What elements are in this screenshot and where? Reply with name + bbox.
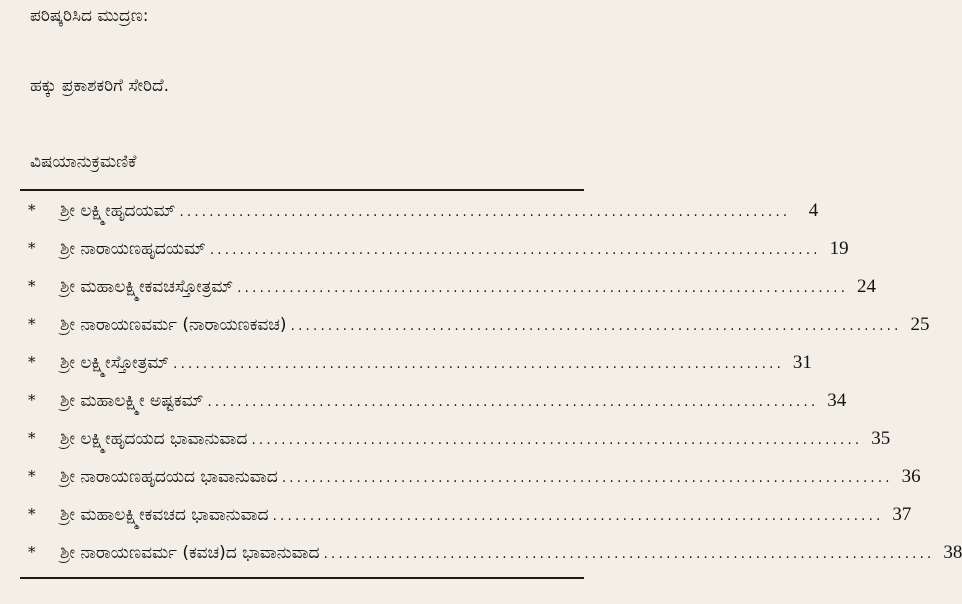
toc-entry	[0, 238, 849, 272]
toc-entry-title: ಶ್ರೀ ಲಕ್ಷ್ಮೀಹೃದಯದ ಭಾವಾನುವಾದ	[60, 429, 248, 449]
dot-leader: ..................................................................................	[237, 280, 849, 296]
toc-entry	[0, 504, 912, 538]
toc-entry-title: ಶ್ರೀ ಮಹಾಲಕ್ಷ್ಮೀ ಅಷ್ಟಕಮ್	[60, 391, 204, 411]
dot-leader: ..................................................................................	[290, 318, 902, 334]
bullet-star: *	[28, 505, 36, 523]
revised-print-label: ಪರಿಷ್ಕರಿಸಿದ ಮುದ್ರಣ:	[30, 6, 149, 26]
dot-leader: ..................................................................................	[281, 470, 893, 486]
toc-entry-title: ಶ್ರೀ ನಾರಾಯಣವರ್ಮ (ನಾರಾಯಣಕವಚ)	[60, 315, 287, 335]
toc-entry-page: 24	[857, 276, 877, 297]
bullet-star: *	[28, 467, 36, 485]
toc-entry-title: ಶ್ರೀ ನಾರಾಯಣಹೃದಯಮ್	[60, 239, 206, 259]
toc-entry-title: ಶ್ರೀ ಮಹಾಲಕ್ಷ್ಮೀಕವಚದ ಭಾವಾನುವಾದ	[60, 505, 269, 525]
toc-entry-page: 31	[792, 352, 812, 373]
toc-entry	[0, 314, 930, 348]
bullet-star: *	[28, 239, 36, 257]
bullet-star: *	[28, 429, 36, 447]
toc-entry-page: 38	[943, 542, 962, 563]
toc-entry-title: ಶ್ರೀ ಮಹಾಲಕ್ಷ್ಮೀಕವಚಸ್ತೋತ್ರಮ್	[60, 277, 234, 297]
toc-entry-title: ಶ್ರೀ ನಾರಾಯಣವರ್ಮ (ಕವಚ)ದ ಭಾವಾನುವಾದ	[60, 543, 320, 563]
toc-entry	[0, 542, 962, 576]
bullet-star: *	[28, 315, 36, 333]
toc-entry	[0, 466, 921, 500]
toc-heading: ವಿಷಯಾನುಕ್ರಮಣಿಕೆ	[30, 152, 137, 172]
copyright-notice: ಹಕ್ಕು ಪ್ರಕಾಶಕರಿಗೆ ಸೇರಿದೆ.	[30, 76, 170, 96]
toc-entry	[0, 200, 819, 234]
toc-entry-page: 19	[829, 238, 849, 259]
bullet-star: *	[28, 543, 36, 561]
toc-entry	[0, 276, 877, 310]
toc-top-rule	[20, 189, 584, 191]
dot-leader: ..................................................................................	[272, 508, 884, 524]
dot-leader: ..................................................................................	[323, 546, 935, 562]
toc-entry-title: ಶ್ರೀ ಲಕ್ಷ್ಮೀಸ್ತೋತ್ರಮ್	[60, 353, 169, 373]
dot-leader: ..................................................................................	[251, 432, 863, 448]
toc-entry-page: 36	[901, 466, 921, 487]
dot-leader: ..................................................................................	[173, 356, 784, 372]
toc-entry	[0, 428, 891, 462]
bullet-star: *	[28, 353, 36, 371]
toc-entry-title: ಶ್ರೀ ಲಕ್ಷ್ಮೀಹೃದಯಮ್	[60, 201, 176, 221]
bullet-star: *	[28, 277, 36, 295]
toc-entry-page: 34	[827, 390, 847, 411]
toc-entry	[0, 352, 812, 386]
toc-entry-page: 25	[910, 314, 930, 335]
bullet-star: *	[28, 391, 36, 409]
toc-entry-page: 35	[871, 428, 891, 449]
bullet-star: *	[28, 201, 36, 219]
dot-leader: ..................................................................................	[209, 242, 821, 258]
dot-leader: ..................................................................................	[207, 394, 819, 410]
toc-entry-page: 37	[892, 504, 912, 525]
toc-entry-page: 4	[808, 200, 819, 221]
toc-bottom-rule	[20, 577, 584, 579]
dot-leader: ..................................................................................	[179, 204, 791, 220]
toc-entry-title: ಶ್ರೀ ನಾರಾಯಣಹೃದಯದ ಭಾವಾನುವಾದ	[60, 467, 278, 487]
toc-entry	[0, 390, 847, 424]
